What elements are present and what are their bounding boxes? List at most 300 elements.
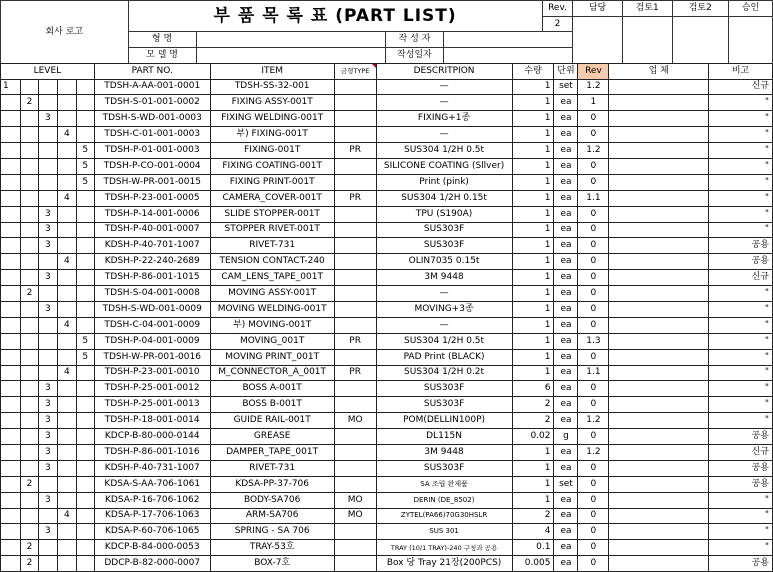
part-no-cell: TDSH-P-23-001-0010 <box>94 365 210 381</box>
level-cell <box>38 476 57 492</box>
note-cell: " <box>709 286 773 302</box>
level-cell <box>57 492 76 508</box>
col-note: 비고 <box>709 64 773 80</box>
date-label: 작성일자 <box>385 48 444 64</box>
level-cell <box>1 270 21 286</box>
item-cell: FIXING PRINT-001T <box>210 174 334 190</box>
col-item: ITEM <box>210 64 334 80</box>
part-no-cell: TDSH-C-01-001-0003 <box>94 127 210 143</box>
level-cell: 3 <box>38 492 57 508</box>
note-cell: " <box>709 540 773 556</box>
level-cell <box>76 429 94 445</box>
quantity-cell: 1 <box>512 254 554 270</box>
part-no-cell: TDSH-P-CO-001-0004 <box>94 158 210 174</box>
quantity-cell: 0.1 <box>512 540 554 556</box>
unit-cell: ea <box>554 556 578 572</box>
level-cell <box>76 317 94 333</box>
table-row[interactable] <box>1 174 773 190</box>
level-cell <box>76 365 94 381</box>
vendor-cell <box>609 206 709 222</box>
quantity-cell: 1 <box>512 127 554 143</box>
level-cell <box>76 381 94 397</box>
rev-cell: 0 <box>578 381 609 397</box>
level-cell <box>20 127 38 143</box>
level-cell <box>76 460 94 476</box>
unit-cell: ea <box>554 238 578 254</box>
unit-cell: ea <box>554 349 578 365</box>
mold-type-cell <box>334 524 376 540</box>
unit-cell: ea <box>554 174 578 190</box>
rev-cell: 1.1 <box>578 190 609 206</box>
level-cell: 5 <box>76 158 94 174</box>
item-cell: STOPPER RIVET-001T <box>210 222 334 238</box>
item-cell: FIXING WELDING-001T <box>210 111 334 127</box>
level-cell <box>76 254 94 270</box>
unit-cell: ea <box>554 524 578 540</box>
rev-cell: 0 <box>578 238 609 254</box>
table-row[interactable] <box>1 222 773 238</box>
level-cell: 2 <box>20 540 38 556</box>
level-cell <box>57 556 76 572</box>
mold-type-cell <box>334 111 376 127</box>
quantity-cell: 1 <box>512 143 554 159</box>
item-cell: FIXING-001T <box>210 143 334 159</box>
level-cell <box>20 174 38 190</box>
level-cell <box>57 476 76 492</box>
description-cell: SUS303F <box>376 222 512 238</box>
mold-type-cell: PR <box>334 190 376 206</box>
mold-type-cell <box>334 349 376 365</box>
quantity-cell: 1 <box>512 317 554 333</box>
level-cell <box>1 492 21 508</box>
table-row[interactable] <box>1 317 773 333</box>
approval-header: 담당 <box>573 1 622 17</box>
table-row[interactable] <box>1 540 773 556</box>
level-cell <box>20 524 38 540</box>
level-cell <box>20 508 38 524</box>
mold-type-cell <box>334 540 376 556</box>
level-cell <box>57 413 76 429</box>
description-cell: — <box>376 79 512 95</box>
quantity-cell: 0.02 <box>512 429 554 445</box>
note-cell: 신규 <box>709 444 773 460</box>
part-no-cell: TDSH-C-04-001-0009 <box>94 317 210 333</box>
item-cell: 부) MOVING-001T <box>210 317 334 333</box>
table-row[interactable] <box>1 444 773 460</box>
description-cell: DL115N <box>376 429 512 445</box>
quantity-cell: 1 <box>512 286 554 302</box>
table-row[interactable] <box>1 79 773 95</box>
quantity-cell: 1 <box>512 222 554 238</box>
part-no-cell: TDSH-P-01-001-0003 <box>94 143 210 159</box>
note-cell: " <box>709 95 773 111</box>
level-cell <box>20 460 38 476</box>
unit-cell: ea <box>554 397 578 413</box>
item-cell: KDSA-PP-37-706 <box>210 476 334 492</box>
part-no-cell: TDSH-P-86-001-1016 <box>94 444 210 460</box>
quantity-cell: 2 <box>512 413 554 429</box>
part-no-cell: TDSH-A-AA-001-0001 <box>94 79 210 95</box>
part-no-cell: TDSH-S-WD-001-0003 <box>94 111 210 127</box>
level-cell <box>57 222 76 238</box>
level-cell: 2 <box>20 95 38 111</box>
note-cell: " <box>709 365 773 381</box>
level-cell <box>38 286 57 302</box>
unit-cell: ea <box>554 206 578 222</box>
item-cell: FIXING ASSY-001T <box>210 95 334 111</box>
table-row[interactable] <box>1 286 773 302</box>
level-cell <box>76 492 94 508</box>
col-rev: Rev <box>578 64 609 80</box>
table-row[interactable] <box>1 206 773 222</box>
note-cell: " <box>709 174 773 190</box>
item-cell: SLIDE STOPPER-001T <box>210 206 334 222</box>
rev-cell: 1.3 <box>578 333 609 349</box>
item-cell: SPRING - SA 706 <box>210 524 334 540</box>
table-row[interactable] <box>1 270 773 286</box>
quantity-cell: 1 <box>512 349 554 365</box>
level-cell: 2 <box>20 476 38 492</box>
rev-cell: 0 <box>578 460 609 476</box>
rev-cell: 0 <box>578 524 609 540</box>
description-cell: PAD Print (BLACK) <box>376 349 512 365</box>
quantity-cell: 1 <box>512 333 554 349</box>
table-row[interactable] <box>1 238 773 254</box>
quantity-cell: 1 <box>512 270 554 286</box>
unit-cell: ea <box>554 95 578 111</box>
mold-type-cell <box>334 222 376 238</box>
table-row[interactable] <box>1 254 773 270</box>
part-no-cell: TDSH-P-23-001-0005 <box>94 190 210 206</box>
note-cell: " <box>709 158 773 174</box>
vendor-cell <box>609 492 709 508</box>
mold-type-cell <box>334 317 376 333</box>
level-cell <box>38 333 57 349</box>
vendor-cell <box>609 301 709 317</box>
level-cell <box>20 79 38 95</box>
level-cell <box>20 254 38 270</box>
level-cell <box>76 286 94 302</box>
level-cell: 3 <box>38 381 57 397</box>
description-cell: SUS 301 <box>376 524 512 540</box>
table-row[interactable] <box>1 381 773 397</box>
description-cell: OLIN7035 0.15t <box>376 254 512 270</box>
note-cell: " <box>709 524 773 540</box>
part-no-cell: KDSA-P-16-706-1062 <box>94 492 210 508</box>
level-cell: 5 <box>76 143 94 159</box>
quantity-cell: 1 <box>512 190 554 206</box>
vendor-cell <box>609 79 709 95</box>
level-cell <box>1 365 21 381</box>
level-cell <box>1 143 21 159</box>
rev-cell: 0 <box>578 397 609 413</box>
table-row[interactable] <box>1 397 773 413</box>
level-cell <box>38 174 57 190</box>
level-cell: 1 <box>1 79 21 95</box>
vendor-cell <box>609 397 709 413</box>
level-cell: 5 <box>76 174 94 190</box>
level-cell: 3 <box>38 460 57 476</box>
level-cell: 3 <box>38 238 57 254</box>
level-cell <box>57 524 76 540</box>
unit-cell: ea <box>554 540 578 556</box>
level-cell <box>20 238 38 254</box>
col-vendor: 업 체 <box>609 64 709 80</box>
table-row[interactable] <box>1 143 773 159</box>
approval-box[interactable] <box>622 17 672 64</box>
level-cell: 3 <box>38 270 57 286</box>
part-no-cell: TDSH-P-04-001-0009 <box>94 333 210 349</box>
part-no-cell: TDSH-P-25-001-0013 <box>94 397 210 413</box>
part-no-cell: KDCP-B-80-000-0144 <box>94 429 210 445</box>
approval-box[interactable] <box>728 17 772 64</box>
unit-cell: ea <box>554 111 578 127</box>
unit-cell: ea <box>554 444 578 460</box>
level-cell <box>1 317 21 333</box>
level-cell <box>1 190 21 206</box>
mold-type-cell <box>334 301 376 317</box>
author-value[interactable] <box>444 32 573 48</box>
level-cell <box>1 524 21 540</box>
mold-type-cell <box>334 286 376 302</box>
description-cell: — <box>376 317 512 333</box>
item-cell: TDSH-SS-32-001 <box>210 79 334 95</box>
description-cell: SUS303F <box>376 397 512 413</box>
level-cell <box>57 444 76 460</box>
mold-type-cell <box>334 95 376 111</box>
description-cell: — <box>376 286 512 302</box>
mold-type-cell <box>334 254 376 270</box>
level-cell <box>38 79 57 95</box>
table-row[interactable] <box>1 95 773 111</box>
description-cell: FIXING+1종 <box>376 111 512 127</box>
level-cell <box>76 413 94 429</box>
table-row[interactable] <box>1 127 773 143</box>
table-row[interactable] <box>1 476 773 492</box>
mold-type-cell <box>334 397 376 413</box>
rev-cell: 0 <box>578 127 609 143</box>
level-cell <box>1 222 21 238</box>
table-row[interactable] <box>1 492 773 508</box>
note-cell: 공용 <box>709 238 773 254</box>
vendor-cell <box>609 540 709 556</box>
level-cell <box>20 143 38 159</box>
model-name-value[interactable] <box>196 48 385 64</box>
description-cell: ZYTEL(PA66)70G30HSLR <box>376 508 512 524</box>
company-logo: 회사 로고 <box>1 1 129 64</box>
part-no-cell: TDSH-S-WD-001-0009 <box>94 301 210 317</box>
page-title: 부 품 목 록 표 (PART LIST) <box>128 1 542 32</box>
vendor-cell <box>609 286 709 302</box>
mold-type-cell <box>334 127 376 143</box>
level-cell: 5 <box>76 349 94 365</box>
vendor-cell <box>609 158 709 174</box>
part-no-cell: KDSA-S-AA-706-1061 <box>94 476 210 492</box>
note-cell: 공용 <box>709 429 773 445</box>
vendor-cell <box>609 460 709 476</box>
table-row[interactable] <box>1 333 773 349</box>
level-cell: 3 <box>38 444 57 460</box>
table-row[interactable] <box>1 158 773 174</box>
level-cell <box>1 333 21 349</box>
vendor-cell <box>609 254 709 270</box>
unit-cell: ea <box>554 158 578 174</box>
part-no-cell: TDSH-W-PR-001-0015 <box>94 174 210 190</box>
level-cell: 4 <box>57 190 76 206</box>
model-name-label: 모 델 명 <box>128 48 196 64</box>
mold-type-cell <box>334 476 376 492</box>
description-cell: — <box>376 95 512 111</box>
level-cell <box>38 127 57 143</box>
level-cell <box>20 317 38 333</box>
approval-box[interactable] <box>672 17 728 64</box>
note-cell: " <box>709 127 773 143</box>
mold-type-cell <box>334 158 376 174</box>
table-row[interactable] <box>1 429 773 445</box>
part-no-cell: KDSA-P-60-706-1065 <box>94 524 210 540</box>
level-cell <box>76 540 94 556</box>
unit-cell: ea <box>554 317 578 333</box>
level-cell <box>20 349 38 365</box>
mold-type-cell: MO <box>334 413 376 429</box>
description-cell: SUS304 1/2H 0.5t <box>376 143 512 159</box>
table-row[interactable] <box>1 524 773 540</box>
col-part-no: PART NO. <box>94 64 210 80</box>
description-cell: DERIN (DE_8502) <box>376 492 512 508</box>
level-cell <box>20 365 38 381</box>
mold-type-cell <box>334 174 376 190</box>
level-cell <box>76 190 94 206</box>
unit-cell: ea <box>554 301 578 317</box>
rev-cell: 1.2 <box>578 79 609 95</box>
level-cell <box>1 127 21 143</box>
unit-cell: ea <box>554 460 578 476</box>
mold-type-cell <box>334 460 376 476</box>
unit-cell: ea <box>554 508 578 524</box>
unit-cell: ea <box>554 365 578 381</box>
col-level: LEVEL <box>1 64 95 80</box>
rev-cell: 0 <box>578 270 609 286</box>
rev-cell: 0 <box>578 556 609 572</box>
quantity-cell: 2 <box>512 397 554 413</box>
level-cell <box>1 254 21 270</box>
quantity-cell: 1 <box>512 492 554 508</box>
unit-cell: ea <box>554 333 578 349</box>
level-cell <box>20 111 38 127</box>
level-cell: 3 <box>38 222 57 238</box>
rev-cell: 0 <box>578 254 609 270</box>
level-cell <box>1 206 21 222</box>
approval-box[interactable] <box>573 17 622 64</box>
note-cell: 공용 <box>709 460 773 476</box>
table-row[interactable] <box>1 365 773 381</box>
level-cell <box>76 301 94 317</box>
unit-cell: ea <box>554 143 578 159</box>
description-cell: SA 조립 완제품 <box>376 476 512 492</box>
quantity-cell: 1 <box>512 174 554 190</box>
unit-cell: set <box>554 476 578 492</box>
table-row[interactable] <box>1 508 773 524</box>
level-cell <box>57 540 76 556</box>
part-no-cell: TDSH-P-14-001-0006 <box>94 206 210 222</box>
table-row[interactable] <box>1 349 773 365</box>
vendor-cell <box>609 413 709 429</box>
level-cell <box>76 95 94 111</box>
item-cell: BOSS A-001T <box>210 381 334 397</box>
table-row[interactable] <box>1 556 773 572</box>
item-cell: FIXING COATING-001T <box>210 158 334 174</box>
level-cell <box>38 158 57 174</box>
unit-cell: ea <box>554 270 578 286</box>
vendor-cell <box>609 349 709 365</box>
quantity-cell: 2 <box>512 508 554 524</box>
quantity-cell: 1 <box>512 111 554 127</box>
unit-cell: ea <box>554 286 578 302</box>
date-value[interactable] <box>444 48 573 64</box>
unit-cell: set <box>554 79 578 95</box>
note-cell: " <box>709 206 773 222</box>
vendor-cell <box>609 143 709 159</box>
rev-cell: 1.2 <box>578 413 609 429</box>
level-cell: 4 <box>57 317 76 333</box>
table-row[interactable] <box>1 301 773 317</box>
vendor-cell <box>609 333 709 349</box>
description-cell: TPU (S190A) <box>376 206 512 222</box>
part-no-cell: TDSH-P-86-001-1015 <box>94 270 210 286</box>
note-cell: " <box>709 492 773 508</box>
table-row[interactable] <box>1 111 773 127</box>
part-no-cell: TDSH-P-18-001-0014 <box>94 413 210 429</box>
level-cell <box>20 270 38 286</box>
quantity-cell: 6 <box>512 381 554 397</box>
description-cell: Print (pink) <box>376 174 512 190</box>
level-cell <box>1 95 21 111</box>
item-cell: 부) FIXING-001T <box>210 127 334 143</box>
table-row[interactable] <box>1 190 773 206</box>
vendor-cell <box>609 524 709 540</box>
level-cell <box>1 349 21 365</box>
description-cell: SUS303F <box>376 381 512 397</box>
table-row[interactable] <box>1 413 773 429</box>
unit-cell: g <box>554 429 578 445</box>
part-no-cell: DDCP-B-82-000-0007 <box>94 556 210 572</box>
part-no-cell: TDSH-S-04-001-0008 <box>94 286 210 302</box>
vendor-cell <box>609 222 709 238</box>
table-row[interactable] <box>1 460 773 476</box>
item-cell: TENSION CONTACT-240 <box>210 254 334 270</box>
level-cell <box>1 540 21 556</box>
level-cell <box>20 492 38 508</box>
level-cell <box>1 460 21 476</box>
header-table <box>0 0 773 64</box>
level-cell <box>76 238 94 254</box>
level-cell <box>20 429 38 445</box>
level-cell <box>57 95 76 111</box>
col-description: DESCRITPION <box>376 64 512 80</box>
quantity-cell: 1 <box>512 206 554 222</box>
level-cell <box>57 238 76 254</box>
item-cell: GREASE <box>210 429 334 445</box>
level-cell <box>38 540 57 556</box>
level-cell <box>20 397 38 413</box>
level-cell <box>1 476 21 492</box>
item-cell: BOX-7호 <box>210 556 334 572</box>
model-type-value[interactable] <box>196 32 385 48</box>
description-cell: Box 당 Tray 21장(200PCS) <box>376 556 512 572</box>
note-cell: 공용 <box>709 254 773 270</box>
unit-cell: ea <box>554 413 578 429</box>
vendor-cell <box>609 127 709 143</box>
